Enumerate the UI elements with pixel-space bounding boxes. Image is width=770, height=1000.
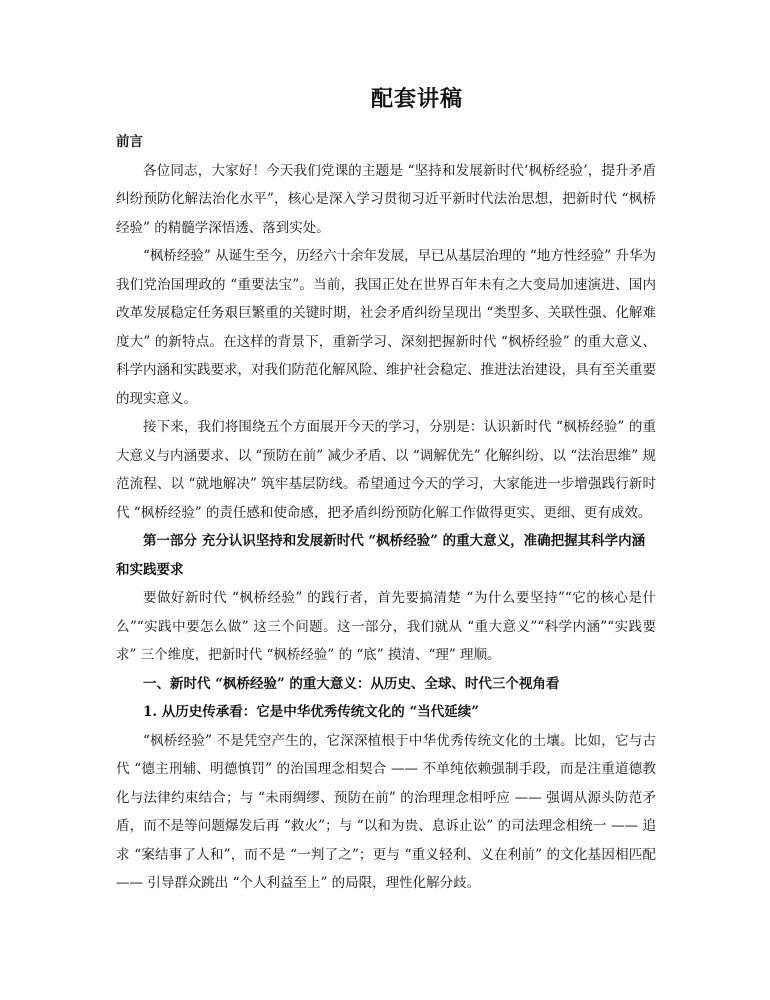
document-page [116,84,656,898]
part1-intro-paragraph: 要做好新时代 “枫桥经验” 的践行者，首先要搞清楚 “为什么要坚持”“它的核心是什么”“实践中要怎么做” 这三个问题。这一部分，我们就从 “重大意义”“科学内涵”“实践要求” 三个维度，把新时代 “枫桥经验” 的 “底” 摸清、“理” 理顺。 [116,590,656,663]
section1-heading: 一、新时代 “枫桥经验” 的重大意义：从历史、全球、时代三个视角看 [143,675,560,692]
preface-paragraph-2: “枫桥经验” 从诞生至今，历经六十余年发展，早已从基层治理的 “地方性经验” 升华为我们党治国理政的 “重要法宝”。当前，我国正处在世界百年未有之大变局加速演进、国内改革发展稳定任务艰巨繁重的关键时期，社会矛盾纠纷呈现出 “类型多、关联性强、化解难度大” 的新特点。在这样的背景下，重新学习、深刻把握新时代 “枫桥经验” 的重大意义、科学内涵和实践要求，对我们防范化解风险、维护社会稳定、推进法治建设，具有至关重要的现实意义。 [116,248,656,407]
subsection1-paragraph: “枫桥经验” 不是凭空产生的，它深深植根于中华优秀传统文化的土壤。比如，它与古代 “德主刑辅、明德慎罚” 的治国理念相契合 —— 不单纯依赖强制手段，而是注重道德教化与法律约束结合；与 “未雨绸缪、预防在前” 的治理理念相呼应 —— 强调从源头防范矛盾，而不是等问题爆发后再 “救火”；与 “以和为贵、息诉止讼” 的司法理念相统一 —— 追求 “案结事了人和”，而不是 “一判了之”；更与 “重义轻利、义在利前” 的文化基因相匹配 —— 引导群众跳出 “个人利益至上” 的局限，理性化解分歧。 [116,732,656,891]
subsection1-heading: 1. 从历史传承看：它是中华优秀传统文化的 “当代延续” [143,704,480,720]
preface-paragraph-3: 接下来，我们将围绕五个方面展开今天的学习，分别是：认识新时代 “枫桥经验” 的重大意义与内涵要求、以 “预防在前” 减少矛盾、以 “调解优先” 化解纠纷、以 “法治思维” 规范流程、以 “就地解决” 筑牢基层防线。希望通过今天的学习，大家能进一步增强践行新时代 “枫桥经验” 的责任感和使命感，把矛盾纠纷预防化解工作做得更实、更细、更有成效。 [116,419,656,521]
document-title: 配套讲稿 [370,86,463,112]
preface-heading: 前言 [116,134,143,150]
preface-paragraph-1: 各位同志，大家好！今天我们党课的主题是 “坚持和发展新时代‘枫桥经验’，提升矛盾纠纷预防化解法治化水平”，核心是深入学习贯彻习近平新时代法治思想，把新时代 “枫桥经验” 的精髓学深悟透、落到实处。 [116,162,656,236]
part1-heading: 第一部分 充分认识坚持和发展新时代 “枫桥经验” 的重大意义，准确把握其科学内涵和实践要求 [116,533,646,578]
